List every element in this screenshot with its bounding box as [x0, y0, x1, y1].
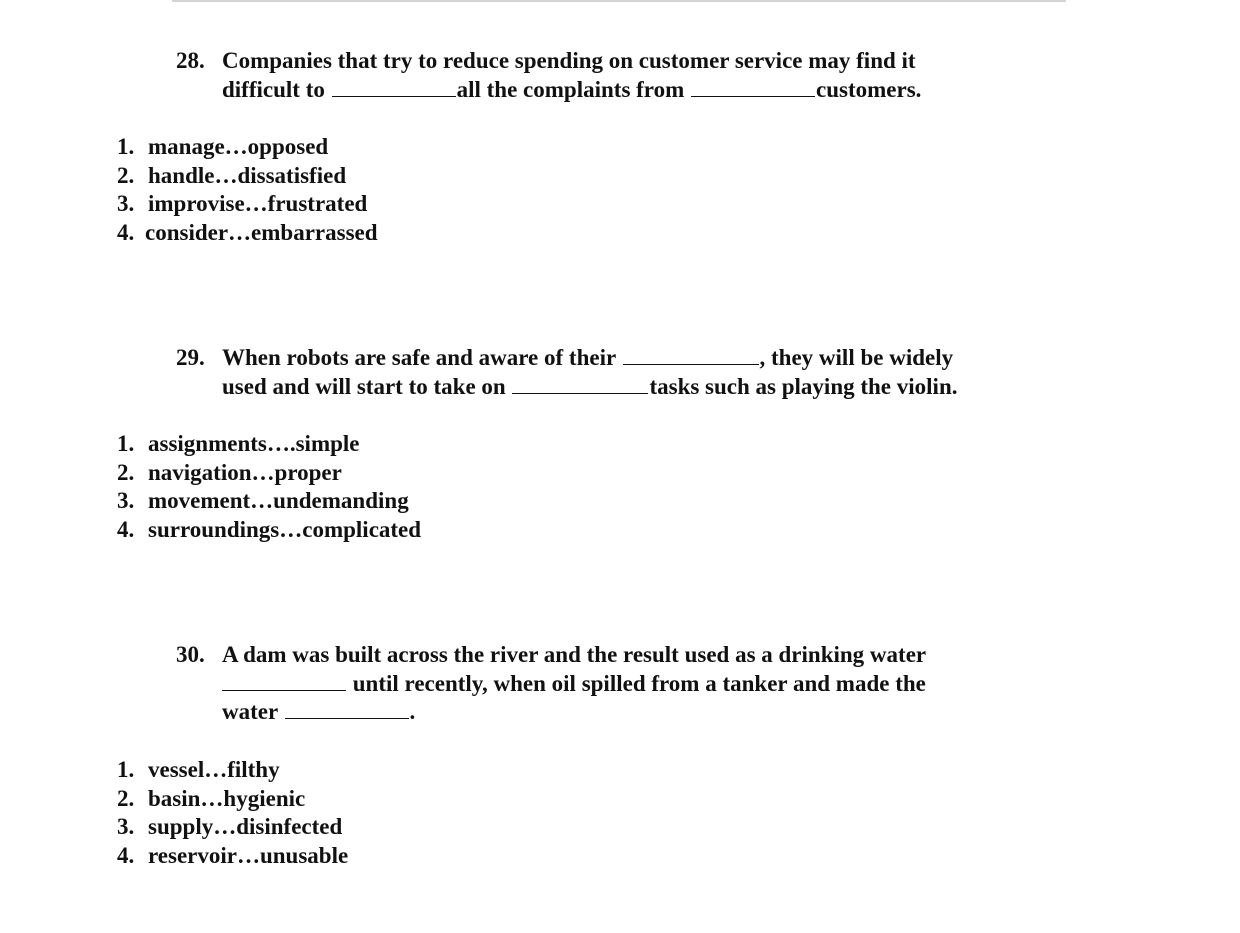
question-28-blank-2 [691, 95, 815, 97]
question-28-line-1 [176, 47, 1036, 76]
question-30-line-1 [176, 641, 1036, 670]
option-text: navigation…proper [148, 459, 342, 485]
option-number: 1. [117, 757, 135, 782]
question-28-line-2 [176, 76, 1036, 105]
question-28-text-2a: difficult to [222, 76, 325, 102]
question-29-blank-2 [512, 392, 648, 394]
option-item[interactable] [117, 219, 378, 248]
option-text: basin…hygienic [148, 785, 306, 811]
question-28-text-2b: all the complaints from [456, 76, 685, 102]
option-item[interactable] [117, 430, 421, 459]
option-number: 1. [117, 431, 135, 456]
question-30-blank-1 [222, 689, 346, 691]
option-item[interactable] [117, 133, 378, 162]
question-29-line-1 [176, 344, 1036, 373]
question-30 [176, 641, 1036, 727]
option-item[interactable] [117, 516, 421, 545]
question-29-blank-1 [623, 363, 759, 365]
option-number: 3. [117, 488, 135, 514]
option-item[interactable] [117, 190, 378, 219]
question-30-options [117, 756, 348, 871]
question-28 [176, 47, 1036, 104]
option-number: 1. [117, 134, 135, 159]
option-text: assignments….simple [148, 431, 360, 456]
question-30-number: 30. [176, 642, 205, 667]
question-30-line-3 [176, 698, 1036, 727]
question-29-number: 29. [176, 345, 205, 370]
question-29-text-1b: , they will be widely [759, 345, 954, 370]
option-text: improvise…frustrated [148, 191, 368, 217]
option-item[interactable] [117, 813, 348, 842]
question-30-text-3a: water [222, 699, 278, 724]
question-30-blank-2 [285, 717, 409, 719]
option-text: reservoir…unusable [148, 843, 349, 869]
option-item[interactable] [117, 487, 421, 516]
option-number: 4. [117, 843, 135, 869]
option-item[interactable] [117, 785, 348, 814]
option-number: 3. [117, 814, 135, 840]
question-30-text-3b: . [409, 699, 416, 724]
option-text: movement…undemanding [148, 488, 409, 514]
option-number: 4. [117, 220, 135, 246]
question-30-text-1: A dam was built across the river and the result used as a drinking water [222, 642, 927, 667]
question-29-line-2 [176, 373, 1036, 402]
option-item[interactable] [117, 162, 378, 191]
question-29-text-1a: When robots are safe and aware of their [222, 345, 616, 370]
question-28-text-2c: customers. [816, 76, 922, 102]
option-number: 3. [117, 191, 135, 217]
option-item[interactable] [117, 756, 348, 785]
question-28-options [117, 133, 378, 248]
question-28-number: 28. [176, 48, 205, 73]
question-28-blank-1 [332, 95, 456, 97]
option-text: vessel…filthy [148, 757, 280, 782]
option-text: consider…embarrassed [145, 220, 378, 246]
option-number: 2. [117, 459, 135, 485]
option-text: manage…opposed [148, 134, 329, 159]
option-text: handle…dissatisfied [148, 162, 347, 188]
option-item[interactable] [117, 842, 348, 871]
option-text: surroundings…complicated [148, 517, 422, 543]
question-28-text-1: Companies that try to reduce spending on customer service may find it [222, 48, 916, 73]
option-number: 4. [117, 517, 135, 543]
option-text: supply…disinfected [148, 814, 343, 840]
top-divider [172, 0, 1066, 2]
option-number: 2. [117, 162, 135, 188]
question-29-text-2a: used and will start to take on [222, 373, 506, 399]
question-30-line-2 [176, 670, 1036, 699]
option-number: 2. [117, 785, 135, 811]
question-30-text-2: until recently, when oil spilled from a tanker and made the [352, 670, 926, 696]
question-29 [176, 344, 1036, 401]
question-29-text-2b: tasks such as playing the violin. [649, 373, 958, 399]
question-29-options [117, 430, 421, 545]
option-item[interactable] [117, 459, 421, 488]
